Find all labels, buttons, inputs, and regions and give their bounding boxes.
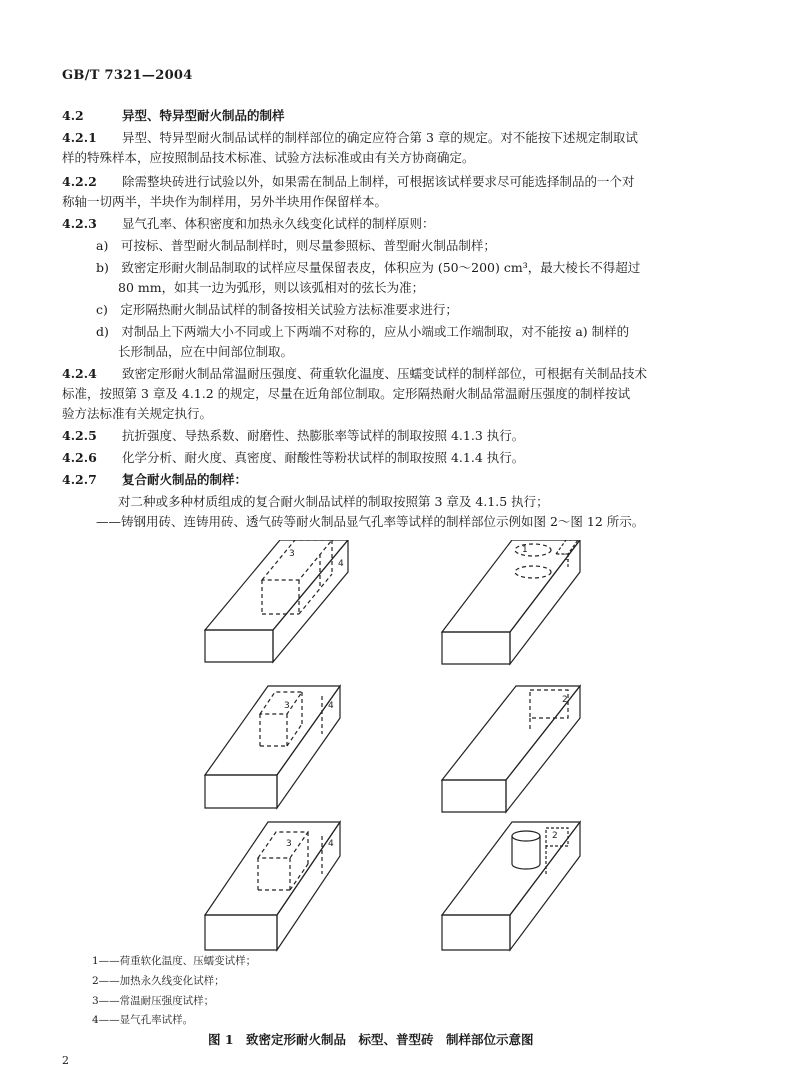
- list-item-b: b) 致密定形耐火制品制取的试样应尽量保留表皮，体积应为 (50～200) cm³，最大棱长不得超过: [96, 260, 641, 275]
- label-1: 1: [522, 545, 528, 555]
- standard-header: GB/T 7321—2004: [62, 68, 193, 83]
- label-3: 3: [286, 839, 292, 849]
- label-2: 2: [552, 831, 558, 841]
- list-item-a: a) 可按标、普型耐火制品制样时，则尽量参照标、普型耐火制品制样；: [96, 238, 496, 253]
- brick-sketch-1: [205, 540, 348, 662]
- section-4-2: [62, 108, 285, 124]
- section-title: 异型、特异型耐火制品的制样: [122, 108, 285, 123]
- paragraph-text: 显气孔率、体积密度和加热永久线变化试样的制样原则：: [122, 216, 435, 231]
- section-4-2-6: [62, 450, 524, 466]
- label-4: 4: [328, 839, 334, 849]
- paragraph-continuation: 样的特殊样本，应按照制品技术标准、试验方法标准或由有关方协商确定。: [62, 150, 475, 165]
- label-2: 2: [562, 695, 568, 705]
- label-2: 2: [564, 553, 570, 563]
- section-4-2-5: [62, 428, 524, 444]
- figure-1-diagram: [0, 540, 800, 960]
- label-3: 3: [284, 701, 290, 711]
- section-number: 4.2.2: [62, 174, 97, 189]
- section-number: 4.2: [62, 108, 84, 123]
- section-4-2-7: [62, 472, 247, 488]
- list-item-d: d) 对制品上下两端大小不同或上下两端不对称的，应从小端或工作端制取，对不能按 a) 制样的: [96, 324, 630, 339]
- legend-item-1: 1——荷重软化温度、压蠕变试样；: [92, 955, 257, 967]
- section-number: 4.2.6: [62, 450, 97, 465]
- legend-item-2: 2——加热永久线变化试样；: [92, 975, 225, 987]
- section-4-2-2: [62, 174, 635, 190]
- brick-sketch-2: [442, 540, 580, 664]
- paragraph-text: 异型、特异型耐火制品试样的制样部位的确定应符合第 3 章的规定。对不能按下述规定制取试: [122, 130, 638, 145]
- paragraph-text: 致密定形耐火制品常温耐压强度、荷重软化温度、压蠕变试样的制样部位，可根据有关制品技术: [122, 366, 648, 381]
- paragraph-text: ——铸钢用砖、连铸用砖、透气砖等耐火制品显气孔率等试样的制样部位示例如图 2～图 12 所示。: [96, 514, 645, 529]
- paragraph-text: 除需整块砖进行试验以外，如果需在制品上制样，可根据该试样要求尽可能选择制品的一个对: [122, 174, 635, 189]
- section-title: 复合耐火制品的制样：: [122, 472, 248, 487]
- paragraph-continuation: 称轴一切两半，半块作为制样用，另外半块用作保留样本。: [62, 194, 388, 209]
- brick-sketch-5: [205, 822, 340, 950]
- section-number: 4.2.7: [62, 472, 97, 487]
- cylinder-sample-1: [515, 544, 551, 556]
- paragraph-text: 化学分析、耐火度、真密度、耐酸性等粉状试样的制取按照 4.1.4 执行。: [122, 450, 525, 465]
- figure-caption: 图 1 致密定形耐火制品 标型、普型砖 制样部位示意图: [208, 1032, 534, 1047]
- list-item-b-continuation: 80 mm，如其一边为弧形，则以该弧相对的弦长为准；: [118, 280, 425, 295]
- section-4-2-3: [62, 216, 435, 232]
- brick-sketch-6: [442, 822, 580, 950]
- brick-sketch-3: [205, 686, 340, 808]
- page-number: 2: [62, 1054, 69, 1067]
- label-4: 4: [338, 559, 344, 569]
- label-4: 4: [328, 701, 334, 711]
- section-number: 4.2.4: [62, 366, 97, 381]
- legend-item-3: 3——常温耐压强度试样；: [92, 995, 215, 1007]
- paragraph-continuation: 验方法标准有关规定执行。: [62, 406, 213, 421]
- section-4-2-1: [62, 130, 638, 146]
- paragraph-text: 对二种或多种材质组成的复合耐火制品试样的制取按照第 3 章及 4.1.5 执行；: [118, 494, 549, 509]
- legend-item-4: 4——显气孔率试样。: [92, 1014, 194, 1026]
- sample-outline: [260, 692, 322, 746]
- section-number: 4.2.3: [62, 216, 97, 231]
- list-item-d-continuation: 长形制品，应在中间部位制取。: [118, 344, 294, 359]
- label-3: 3: [289, 549, 295, 559]
- paragraph-text: 抗折强度、导热系数、耐磨性、热膨胀率等试样的制取按照 4.1.3 执行。: [122, 428, 525, 443]
- cylinder-sample-1: [512, 831, 540, 841]
- paragraph-continuation: 标准，按照第 3 章及 4.1.2 的规定，尽量在近角部位制取。定形隔热耐火制品常温耐压强度的制样按试: [62, 386, 631, 401]
- list-item-c: c) 定形隔热耐火制品试样的制备按相关试验方法标准要求进行；: [96, 302, 458, 317]
- section-number: 4.2.1: [62, 130, 97, 145]
- section-number: 4.2.5: [62, 428, 97, 443]
- brick-sketch-4: [442, 686, 580, 812]
- section-4-2-4: [62, 366, 647, 382]
